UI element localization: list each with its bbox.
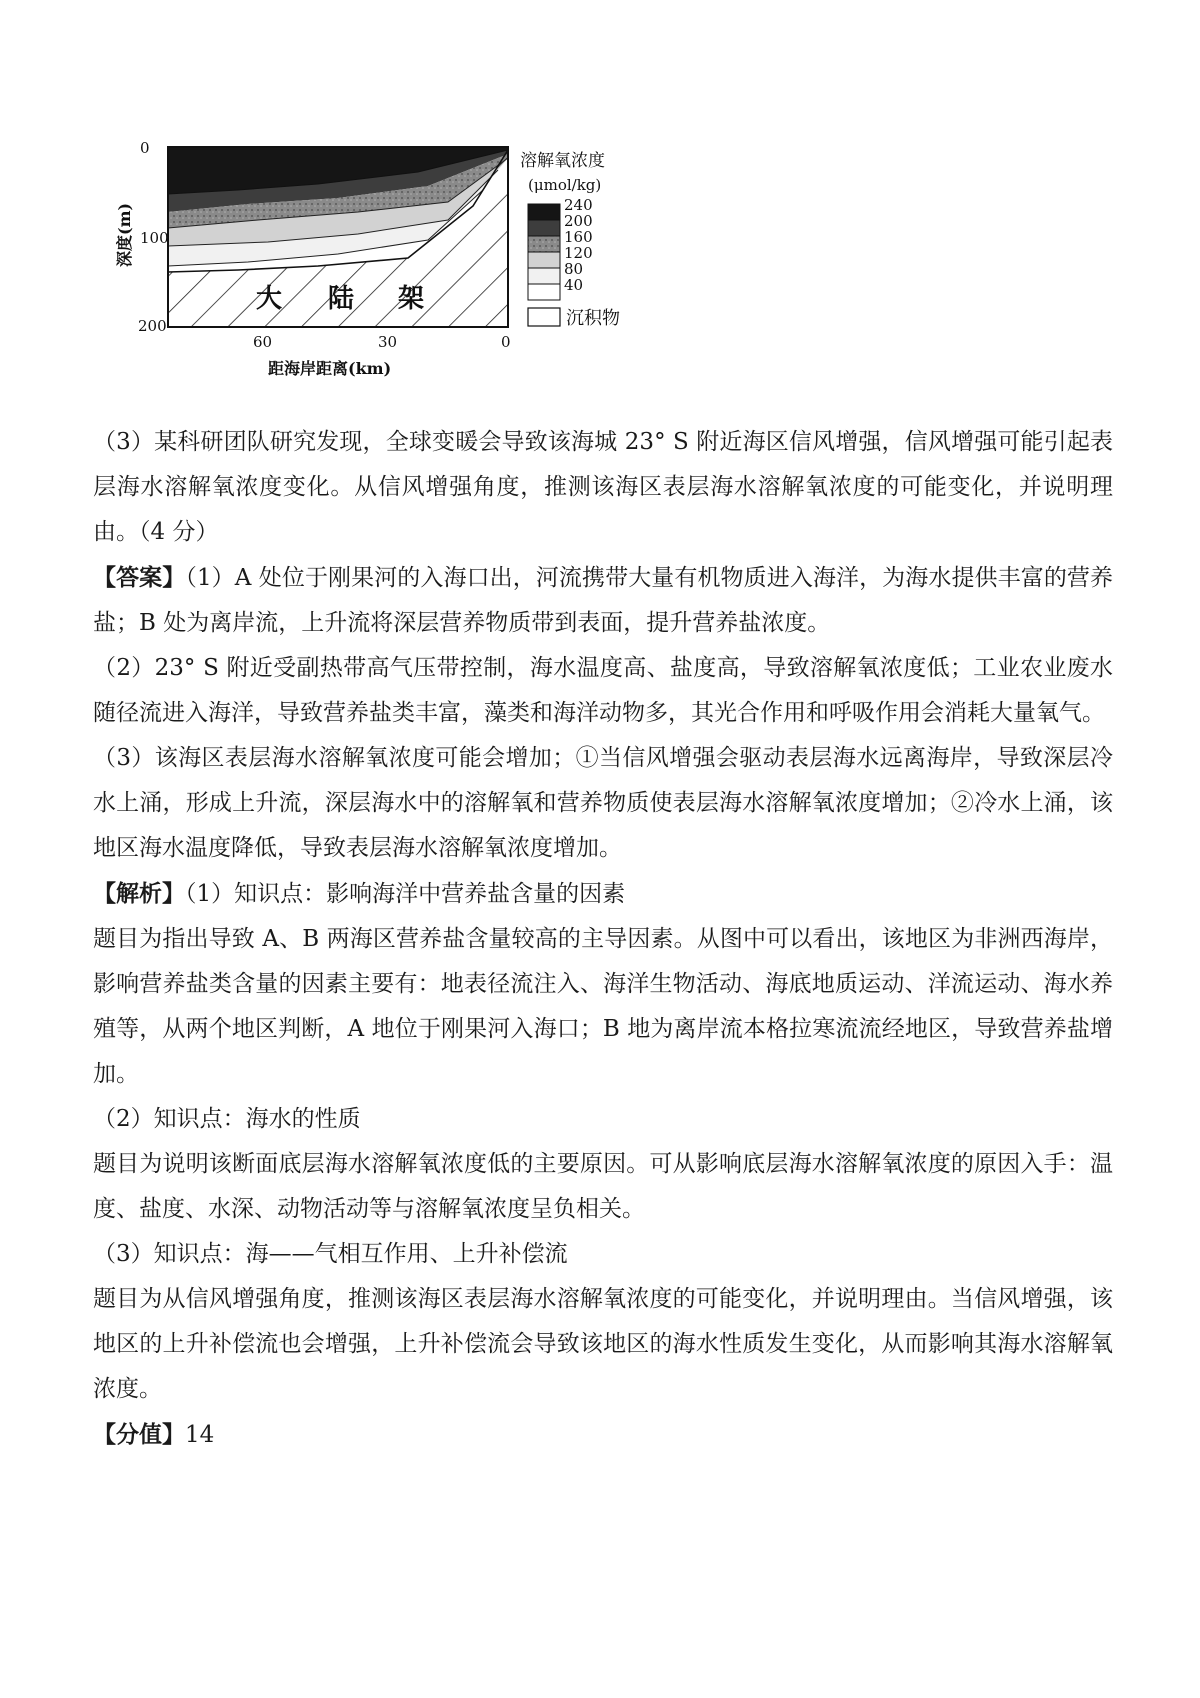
x-tick-60: 60	[253, 333, 273, 351]
legend-level-160: 160	[564, 228, 593, 246]
legend-swatch-200	[528, 220, 560, 236]
legend-sediment-label: 沉积物	[566, 308, 620, 329]
legend-swatch-240	[528, 204, 560, 220]
answer-tag: 【答案】	[93, 564, 186, 591]
legend-swatch-sediment	[528, 308, 560, 326]
shelf-char-3: 架	[398, 284, 425, 314]
answer-section	[93, 555, 1113, 646]
answer-2: （2）23° S 附近受副热带高气压带控制，海水温度高、盐度高，导致溶解氧浓度低；工业农业废水随径流进入海洋，导致营养盐类丰富，藻类和海洋动物多，其光合作用和呼吸作用会消耗大量氧气。	[93, 655, 1113, 726]
y-tick-0: 0	[140, 139, 150, 157]
analysis-section	[93, 871, 1113, 917]
score-value: 14	[185, 1422, 215, 1448]
analysis-3-head: （3）知识点：海——气相互作用、上升补偿流	[93, 1241, 568, 1267]
analysis-1-head: （1）知识点：影响海洋中营养盐含量的因素	[185, 881, 626, 907]
legend-swatch-120	[528, 252, 560, 268]
legend-level-80: 80	[564, 260, 584, 278]
legend-level-40: 40	[564, 276, 584, 294]
y-tick-100: 100	[140, 229, 169, 247]
y-axis	[115, 139, 169, 335]
x-axis-label: 距海岸距离(km)	[268, 359, 392, 378]
legend-level-120: 120	[564, 244, 593, 262]
x-axis	[253, 333, 511, 378]
document-body	[93, 420, 1113, 1458]
x-tick-30: 30	[378, 333, 398, 351]
y-axis-label: 深度(m)	[115, 202, 134, 267]
answer-1: （1）A 处位于刚果河的入海口出，河流携带大量有机物质进入海洋，为海水提供丰富的营养盐；B 处为离岸流，上升流将深层营养物质带到表面，提升营养盐浓度。	[93, 565, 1113, 636]
answer-3: （3）该海区表层海水溶解氧浓度可能会增加；①当信风增强会驱动表层海水远离海岸，导致深层冷水上涌，形成上升流，深层海水中的溶解氧和营养物质使表层海水溶解氧浓度增加；②冷水上涌，该地区海水温度降低，导致表层海水溶解氧浓度增加。	[93, 745, 1113, 861]
legend-swatch-80	[528, 268, 560, 284]
plot-area	[168, 147, 508, 327]
legend-swatch-40	[528, 284, 560, 300]
legend-title: 溶解氧浓度	[520, 151, 605, 171]
analysis-2-head: （2）知识点：海水的性质	[93, 1106, 361, 1132]
y-tick-200: 200	[138, 317, 167, 335]
score-line	[93, 1412, 1113, 1458]
analysis-tag: 【解析】	[93, 880, 185, 907]
analysis-1-body: 题目为指出导致 A、B 两海区营养盐含量较高的主导因素。从图中可以看出，该地区为非洲西海岸，影响营养盐类含量的因素主要有：地表径流注入、海洋生物活动、海底地质运动、洋流运动、海水养殖等，从两个地区判断，A 地位于刚果河入海口；B 地为离岸流本格拉寒流流经地区，导致营养盐增加。	[93, 926, 1113, 1087]
legend	[520, 151, 620, 329]
legend-level-240: 240	[564, 196, 593, 214]
legend-unit: (μmol/kg)	[528, 176, 602, 194]
oxygen-profile-figure	[115, 139, 718, 422]
score-tag: 【分值】	[93, 1421, 185, 1448]
analysis-2-body: 题目为说明该断面底层海水溶解氧浓度低的主要原因。可从影响底层海水溶解氧浓度的原因入手：温度、盐度、水深、动物活动等与溶解氧浓度呈负相关。	[93, 1151, 1113, 1222]
x-tick-0: 0	[501, 333, 511, 351]
shelf-char-1: 大	[256, 284, 283, 314]
oxygen-profile-svg	[115, 139, 718, 422]
legend-swatch-160	[528, 236, 560, 252]
question-3: （3）某科研团队研究发现，全球变暖会导致该海城 23° S 附近海区信风增强，信风增强可能引起表层海水溶解氧浓度变化。从信风增强角度，推测该海区表层海水溶解氧浓度的可能变化，并说明理由。（4 分）	[93, 429, 1113, 545]
shelf-char-2: 陆	[328, 284, 355, 314]
legend-level-200: 200	[564, 212, 593, 230]
analysis-3-body: 题目为从信风增强角度，推测该海区表层海水溶解氧浓度的可能变化，并说明理由。当信风增强，该地区的上升补偿流也会增强，上升补偿流会导致该地区的海水性质发生变化，从而影响其海水溶解氧浓度。	[93, 1286, 1113, 1402]
